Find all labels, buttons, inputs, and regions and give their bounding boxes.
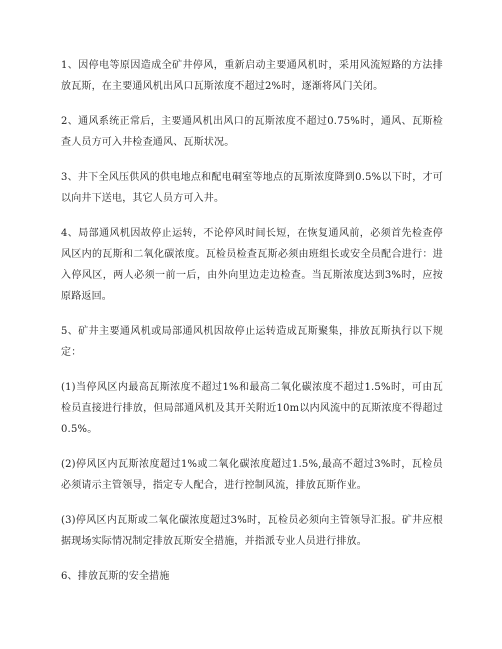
paragraph-5-item-3: (3)停风区内瓦斯或二氧化碳浓度超过3%时，瓦检员必须向主管领导汇报。矿井应根据现场实际情况制定排放瓦斯安全措施，并指派专业人员进行排放。 [61,515,443,547]
paragraph-3: 3、井下全风压供风的供电地点和配电硐室等地点的瓦斯浓度降到0.5%以下时，才可以向井下送电，其它人员方可入井。 [61,172,443,204]
paragraph-4: 4、局部通风机因故停止运转，不论停风时间长短，在恢复通风前，必须首先检查停风区内的瓦斯和二氧化碳浓度。瓦检员检查瓦斯必须由班组长或安全员配合进行：进入停风区，两人必须一前一后，由外向里边走边检查。当瓦斯浓度达到3%时，应按原路返回。 [61,228,443,302]
paragraph-2: 2、通风系统正常后，主要通风机出风口的瓦斯浓度不超过0.75%时，通风、瓦斯检查人员方可入井检查通风、瓦斯状况。 [61,116,443,148]
section-heading-6: 6、排放瓦斯的安全措施 [61,571,170,582]
paragraph-5: 5、矿井主要通风机或局部通风机因故停止运转造成瓦斯聚集，排放瓦斯执行以下规定： [61,326,443,358]
document-body [61,55,443,587]
paragraph-5-item-1: (1)当停风区内最高瓦斯浓度不超过1%和最高二氧化碳浓度不超过1.5%时，可由瓦检员直接进行排放，但局部通风机及其开关附近10m以内风流中的瓦斯浓度不得超过0.5%。 [61,382,443,435]
paragraph-5-item-2: (2)停风区内瓦斯浓度超过1%或二氧化碳浓度超过1.5%,最高不超过3%时，瓦检员必须请示主管领导，指定专人配合，进行控制风流，排放瓦斯作业。 [61,459,443,491]
paragraph-1: 1、因停电等原因造成全矿井停风，重新启动主要通风机时，采用风流短路的方法排放瓦斯，在主要通风机出风口瓦斯浓度不超过2%时，逐渐将风门关闭。 [61,60,443,92]
